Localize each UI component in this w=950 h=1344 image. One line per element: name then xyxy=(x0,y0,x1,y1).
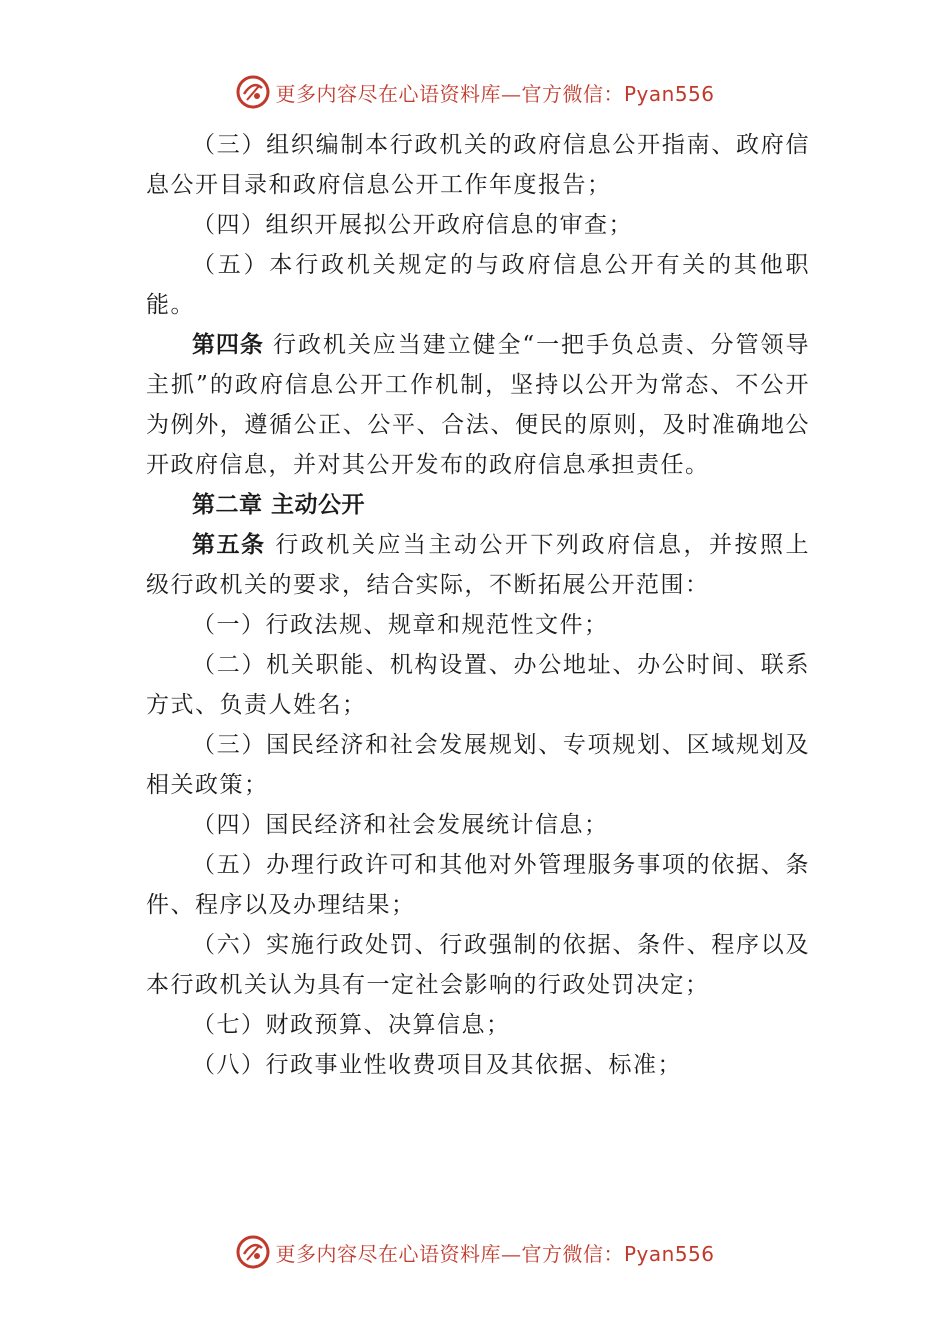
watermark-id: Pyan556 xyxy=(623,1241,715,1266)
seal-logo-icon xyxy=(235,1234,271,1270)
article-paragraph: 第五条 行政机关应当主动公开下列政府信息，并按照上级行政机关的要求，结合实际，不断拓展公开范围： xyxy=(146,532,811,598)
paragraph: （三）国民经济和社会发展规划、专项规划、区域规划及相关政策； xyxy=(146,732,810,798)
watermark-text: 更多内容尽在心语资料库—官方微信：Pyan556 xyxy=(275,81,715,106)
paragraph: （一）行政法规、规章和规范性文件； xyxy=(192,612,609,638)
watermark-id: Pyan556 xyxy=(623,81,715,106)
document-body xyxy=(146,125,810,1085)
paragraph: （七）财政预算、决算信息； xyxy=(192,1012,511,1038)
chapter-heading: 第二章 主动公开 xyxy=(192,492,366,518)
article-paragraph: 第四条 行政机关应当建立健全“一把手负总责、分管领导主抓”的政府信息公开工作机制，坚持以公开为常态、不公开为例外，遵循公正、公平、合法、便民的原则，及时准确地公开政府信息，并对其公开发布的政府信息承担责任。 xyxy=(146,332,810,478)
paragraph: （八）行政事业性收费项目及其依据、标准； xyxy=(192,1052,682,1078)
article-label: 第五条 xyxy=(192,532,266,558)
paragraph: （二）机关职能、机构设置、办公地址、办公时间、联系方式、负责人姓名； xyxy=(146,652,810,718)
paragraph: （五）办理行政许可和其他对外管理服务事项的依据、条件、程序以及办理结果； xyxy=(146,852,810,918)
watermark-banner-bottom xyxy=(0,1232,950,1272)
paragraph: （六）实施行政处罚、行政强制的依据、条件、程序以及本行政机关认为具有一定社会影响的行政处罚决定； xyxy=(146,932,810,998)
watermark-banner-top xyxy=(0,72,950,112)
paragraph: （五）本行政机关规定的与政府信息公开有关的其他职能。 xyxy=(146,252,810,318)
paragraph: （三）组织编制本行政机关的政府信息公开指南、政府信息公开目录和政府信息公开工作年度报告； xyxy=(146,132,810,198)
paragraph: （四）组织开展拟公开政府信息的审查； xyxy=(192,212,633,238)
article-label: 第四条 xyxy=(192,332,264,358)
watermark-text: 更多内容尽在心语资料库—官方微信：Pyan556 xyxy=(275,1241,715,1266)
seal-logo-icon xyxy=(235,74,271,110)
paragraph: （四）国民经济和社会发展统计信息； xyxy=(192,812,609,838)
